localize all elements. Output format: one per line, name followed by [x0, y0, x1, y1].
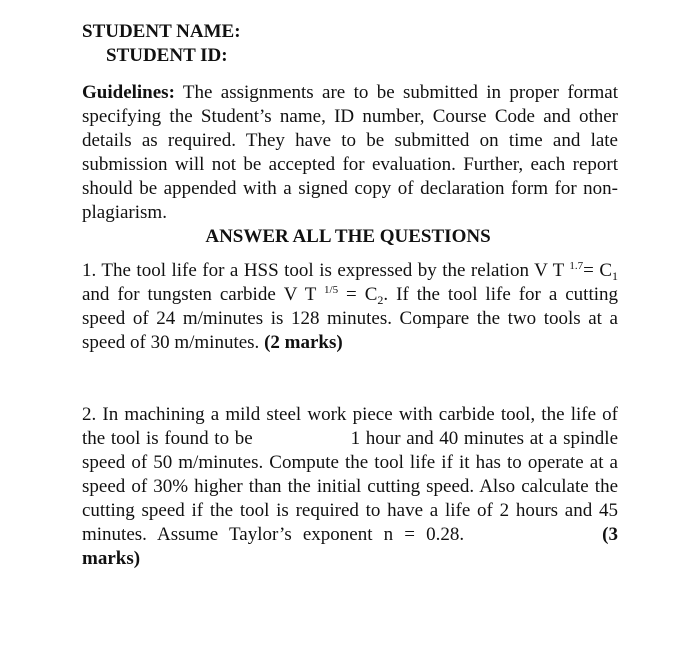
- question-1-rest: . If the tool life for a cutting speed of 24 m/minutes is 128 minutes. Compare the two tools at a speed of 30 m/minutes.: [82, 284, 618, 353]
- question-2: [82, 403, 618, 571]
- question-1-exponent-1: 1.7: [569, 260, 584, 272]
- student-id-label: STUDENT ID:: [106, 45, 228, 66]
- question-1-exponent-2: 1/5: [324, 284, 339, 296]
- question-1-eq2-rhs: = C: [346, 284, 378, 305]
- question-1-intro: 1. The tool life for a HSS tool is expressed by the relation V T: [82, 260, 564, 281]
- guidelines-text: The assignments are to be submitted in proper format specifying the Student’s name, ID number, Course Code and other details as required. They have to be submitted on time and late submission will not be accepted for evaluation. Further, each report should be appended with a signed copy of declaration form for non-plagiarism.: [82, 82, 618, 223]
- question-1: [82, 259, 618, 355]
- guidelines-lead: Guidelines:: [82, 82, 175, 103]
- question-1-eq2-lhs: V T: [283, 284, 317, 305]
- question-1-eq1-rhs: = C: [583, 260, 612, 281]
- question-2-text-b: 1 hour and 40 minutes at a spindle speed of 50 m/minutes. Compute the tool life if it has to operate at a speed of 30% higher than the initial cutting speed. Also calculate the cutting speed if the tool is required to have a life of 2 hours and 45 minutes. Assume Taylor’s exponent n = 0.28.: [82, 428, 618, 545]
- student-name-label: STUDENT NAME:: [82, 21, 241, 42]
- guidelines-paragraph: [82, 81, 618, 225]
- question-1-mid: and for tungsten carbide: [82, 284, 276, 305]
- question-1-marks: (2 marks): [264, 332, 343, 353]
- assignment-page: [82, 20, 618, 571]
- question-1-subscript-2: 2: [377, 293, 384, 307]
- instruction-heading: ANSWER ALL THE QUESTIONS: [205, 226, 491, 247]
- question-2-text-a: 2. In machining a mild steel work piece with carbide tool, the life of the tool is found to be: [82, 404, 618, 449]
- question-1-subscript-1: 1: [612, 269, 618, 283]
- question-2-marks: (3 marks): [82, 524, 618, 569]
